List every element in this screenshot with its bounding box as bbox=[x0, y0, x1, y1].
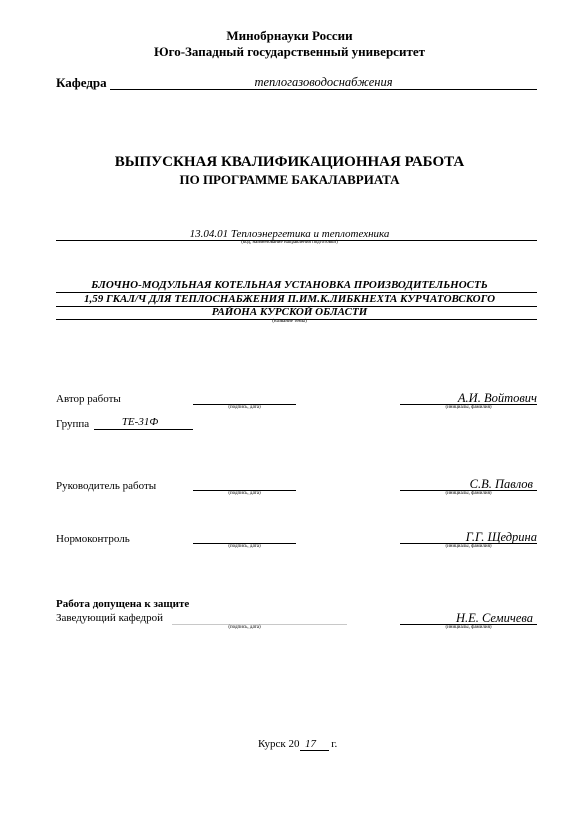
group-value: ТЕ-31Ф bbox=[121, 416, 159, 428]
normcontrol-name: Г.Г. Щедрина bbox=[465, 530, 537, 544]
department-label: Кафедра bbox=[56, 75, 107, 90]
admission-title: Работа допущена к защите bbox=[56, 598, 190, 610]
city-year-prefix: Курск 20 bbox=[258, 738, 300, 750]
supervisor-sign-caption: (подпись, дата) bbox=[228, 491, 261, 496]
head-label: Заведующий кафедрой bbox=[56, 612, 163, 624]
topic-caption: (название темы) bbox=[272, 319, 307, 324]
ministry-name: Минобрнауки России bbox=[226, 28, 353, 43]
direction-value: 13.04.01 Теплоэнергетика и теплотехника bbox=[189, 228, 390, 240]
group-underline bbox=[94, 429, 193, 430]
normcontrol-label: Нормоконтроль bbox=[56, 533, 130, 545]
year-value: 17 bbox=[300, 739, 322, 751]
normcontrol-name-caption: (инициалы, фамилия) bbox=[445, 544, 492, 549]
head-sign-caption: (подпись, дата) bbox=[228, 625, 261, 630]
work-type-title: ВЫПУСКНАЯ КВАЛИФИКАЦИОННАЯ РАБОТА bbox=[114, 154, 465, 170]
city-year bbox=[258, 738, 337, 751]
year-underline-tail bbox=[322, 739, 329, 751]
supervisor-name-caption: (инициалы, фамилия) bbox=[445, 491, 492, 496]
university-name: Юго-Западный государственный университет bbox=[154, 44, 425, 59]
author-label: Автор работы bbox=[56, 393, 121, 405]
work-type-subtitle: ПО ПРОГРАММЕ БАКАЛАВРИАТА bbox=[179, 172, 400, 187]
author-name-caption: (инициалы, фамилия) bbox=[445, 405, 492, 410]
supervisor-label: Руководитель работы bbox=[56, 480, 157, 492]
topic-line-1: БЛОЧНО-МОДУЛЬНАЯ КОТЕЛЬНАЯ УСТАНОВКА ПРОИЗВОДИТЕЛЬНОСТЬ bbox=[91, 279, 488, 291]
topic-line-3: РАЙОНА КУРСКОЙ ОБЛАСТИ bbox=[211, 306, 368, 318]
head-name-caption: (инициалы, фамилия) bbox=[445, 625, 492, 630]
direction-caption: (код, наименование направления подготовки) bbox=[241, 240, 338, 245]
supervisor-name: С.В. Павлов bbox=[469, 477, 533, 491]
year-suffix: г. bbox=[331, 738, 338, 750]
group-label: Группа bbox=[56, 418, 90, 430]
topic-line-2: 1,59 ГКАЛ/Ч ДЛЯ ТЕПЛОСНАБЖЕНИЯ П.ИМ.К.ЛИБКНЕХТА КУРЧАТОВСКОГО bbox=[83, 293, 496, 305]
head-name: Н.Е. Семичева bbox=[455, 611, 533, 625]
normcontrol-sign-caption: (подпись, дата) bbox=[228, 544, 261, 549]
author-name: А.И. Войтович bbox=[457, 391, 537, 405]
author-sign-caption: (подпись, дата) bbox=[228, 405, 261, 410]
department-value: теплогазоводоснабжения bbox=[254, 75, 393, 89]
